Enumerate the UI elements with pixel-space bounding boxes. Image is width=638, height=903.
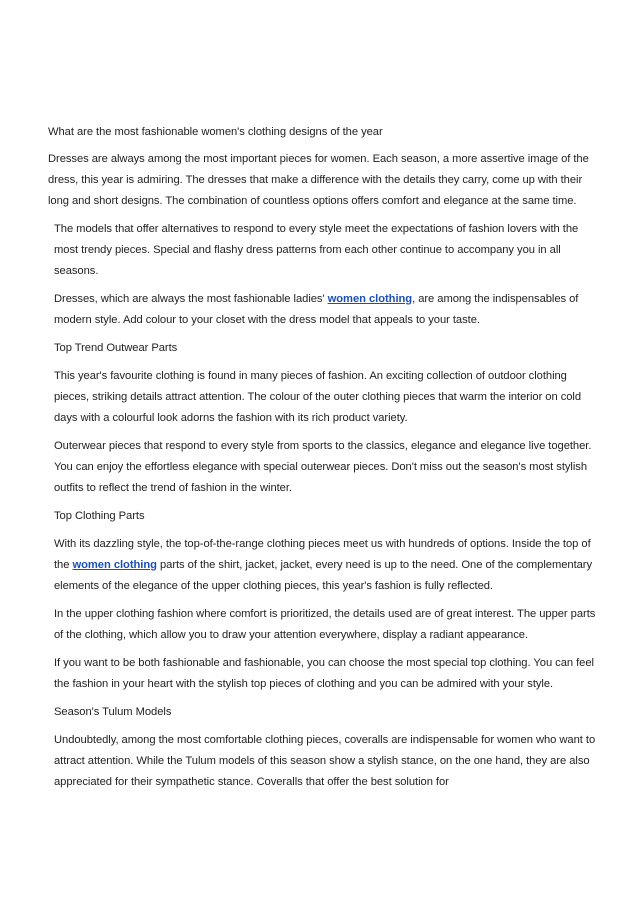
- section-heading-outwear: Top Trend Outwear Parts: [54, 342, 178, 354]
- paragraph-outerwear-style: Outerwear pieces that respond to every style from sports to the classics, elegance and elegance live together. You can enjoy the effortless elegance with special outerwear pieces. Don't miss out the season's most stylish outfits to reflect the trend of fashion in the winter.: [54, 440, 592, 494]
- paragraph-dresses-fashionable: [48, 289, 596, 331]
- document-body: [48, 122, 596, 800]
- women-clothing-link[interactable]: women clothing: [72, 559, 157, 571]
- paragraph-coveralls: Undoubtedly, among the most comfortable clothing pieces, coveralls are indispensable for women who want to attract attention. While the Tulum models of this season show a stylish stance, on the one hand, they are also appreciated for their sympathetic stance. Coveralls that offer the best solution for: [54, 734, 596, 788]
- paragraph-fashionable-top: If you want to be both fashionable and fashionable, you can choose the most special top clothing. You can feel the fashion in your heart with the stylish top pieces of clothing and you can be admired with your style.: [54, 657, 594, 690]
- paragraph-upper-clothing-comfort: In the upper clothing fashion where comfort is prioritized, the details used are of great interest. The upper parts of the clothing, which allow you to draw your attention everywhere, display a radiant appearance.: [54, 608, 596, 641]
- paragraph-outwear-favourite: This year's favourite clothing is found in many pieces of fashion. An exciting collection of outdoor clothing pieces, striking details attract attention. The colour of the outer clothing pieces that warm the interior on cold days with a colourful look adorns the fashion with its rich product variety.: [54, 370, 582, 424]
- section-heading-tulum: Season's Tulum Models: [54, 706, 172, 718]
- paragraph-text: Dresses, which are always the most fashionable ladies': [54, 293, 328, 305]
- paragraph-dress-models: The models that offer alternatives to respond to every style meet the expectations of fashion lovers with the most trendy pieces. Special and flashy dress patterns from each other continue to accompany you in all seasons.: [54, 223, 579, 277]
- paragraph-text: With its dazzling style, the top-of-the-range clothing pieces meet us with hundreds of options. Inside the top of the: [54, 538, 591, 571]
- document-title: What are the most fashionable women's clothing designs of the year: [48, 126, 383, 138]
- paragraph-dresses-intro: Dresses are always among the most important pieces for women. Each season, a more assertive image of the dress, this year is admiring. The dresses that make a difference with the details they carry, come up with their long and short designs. The combination of countless options offers comfort and elegance at the same time.: [48, 153, 589, 207]
- section-heading-clothing-parts: Top Clothing Parts: [54, 510, 145, 522]
- paragraph-top-clothing: [48, 534, 596, 597]
- women-clothing-link[interactable]: women clothing: [327, 293, 413, 305]
- paragraph-text: , are among the indispensables of modern style. Add colour to your closet with the dress model that appeals to your taste.: [54, 293, 579, 326]
- paragraph-text: parts of the shirt, jacket, jacket, every need is up to the need. One of the complementary elements of the elegance of the upper clothing pieces, this year's fashion is fully reflected.: [54, 559, 593, 592]
